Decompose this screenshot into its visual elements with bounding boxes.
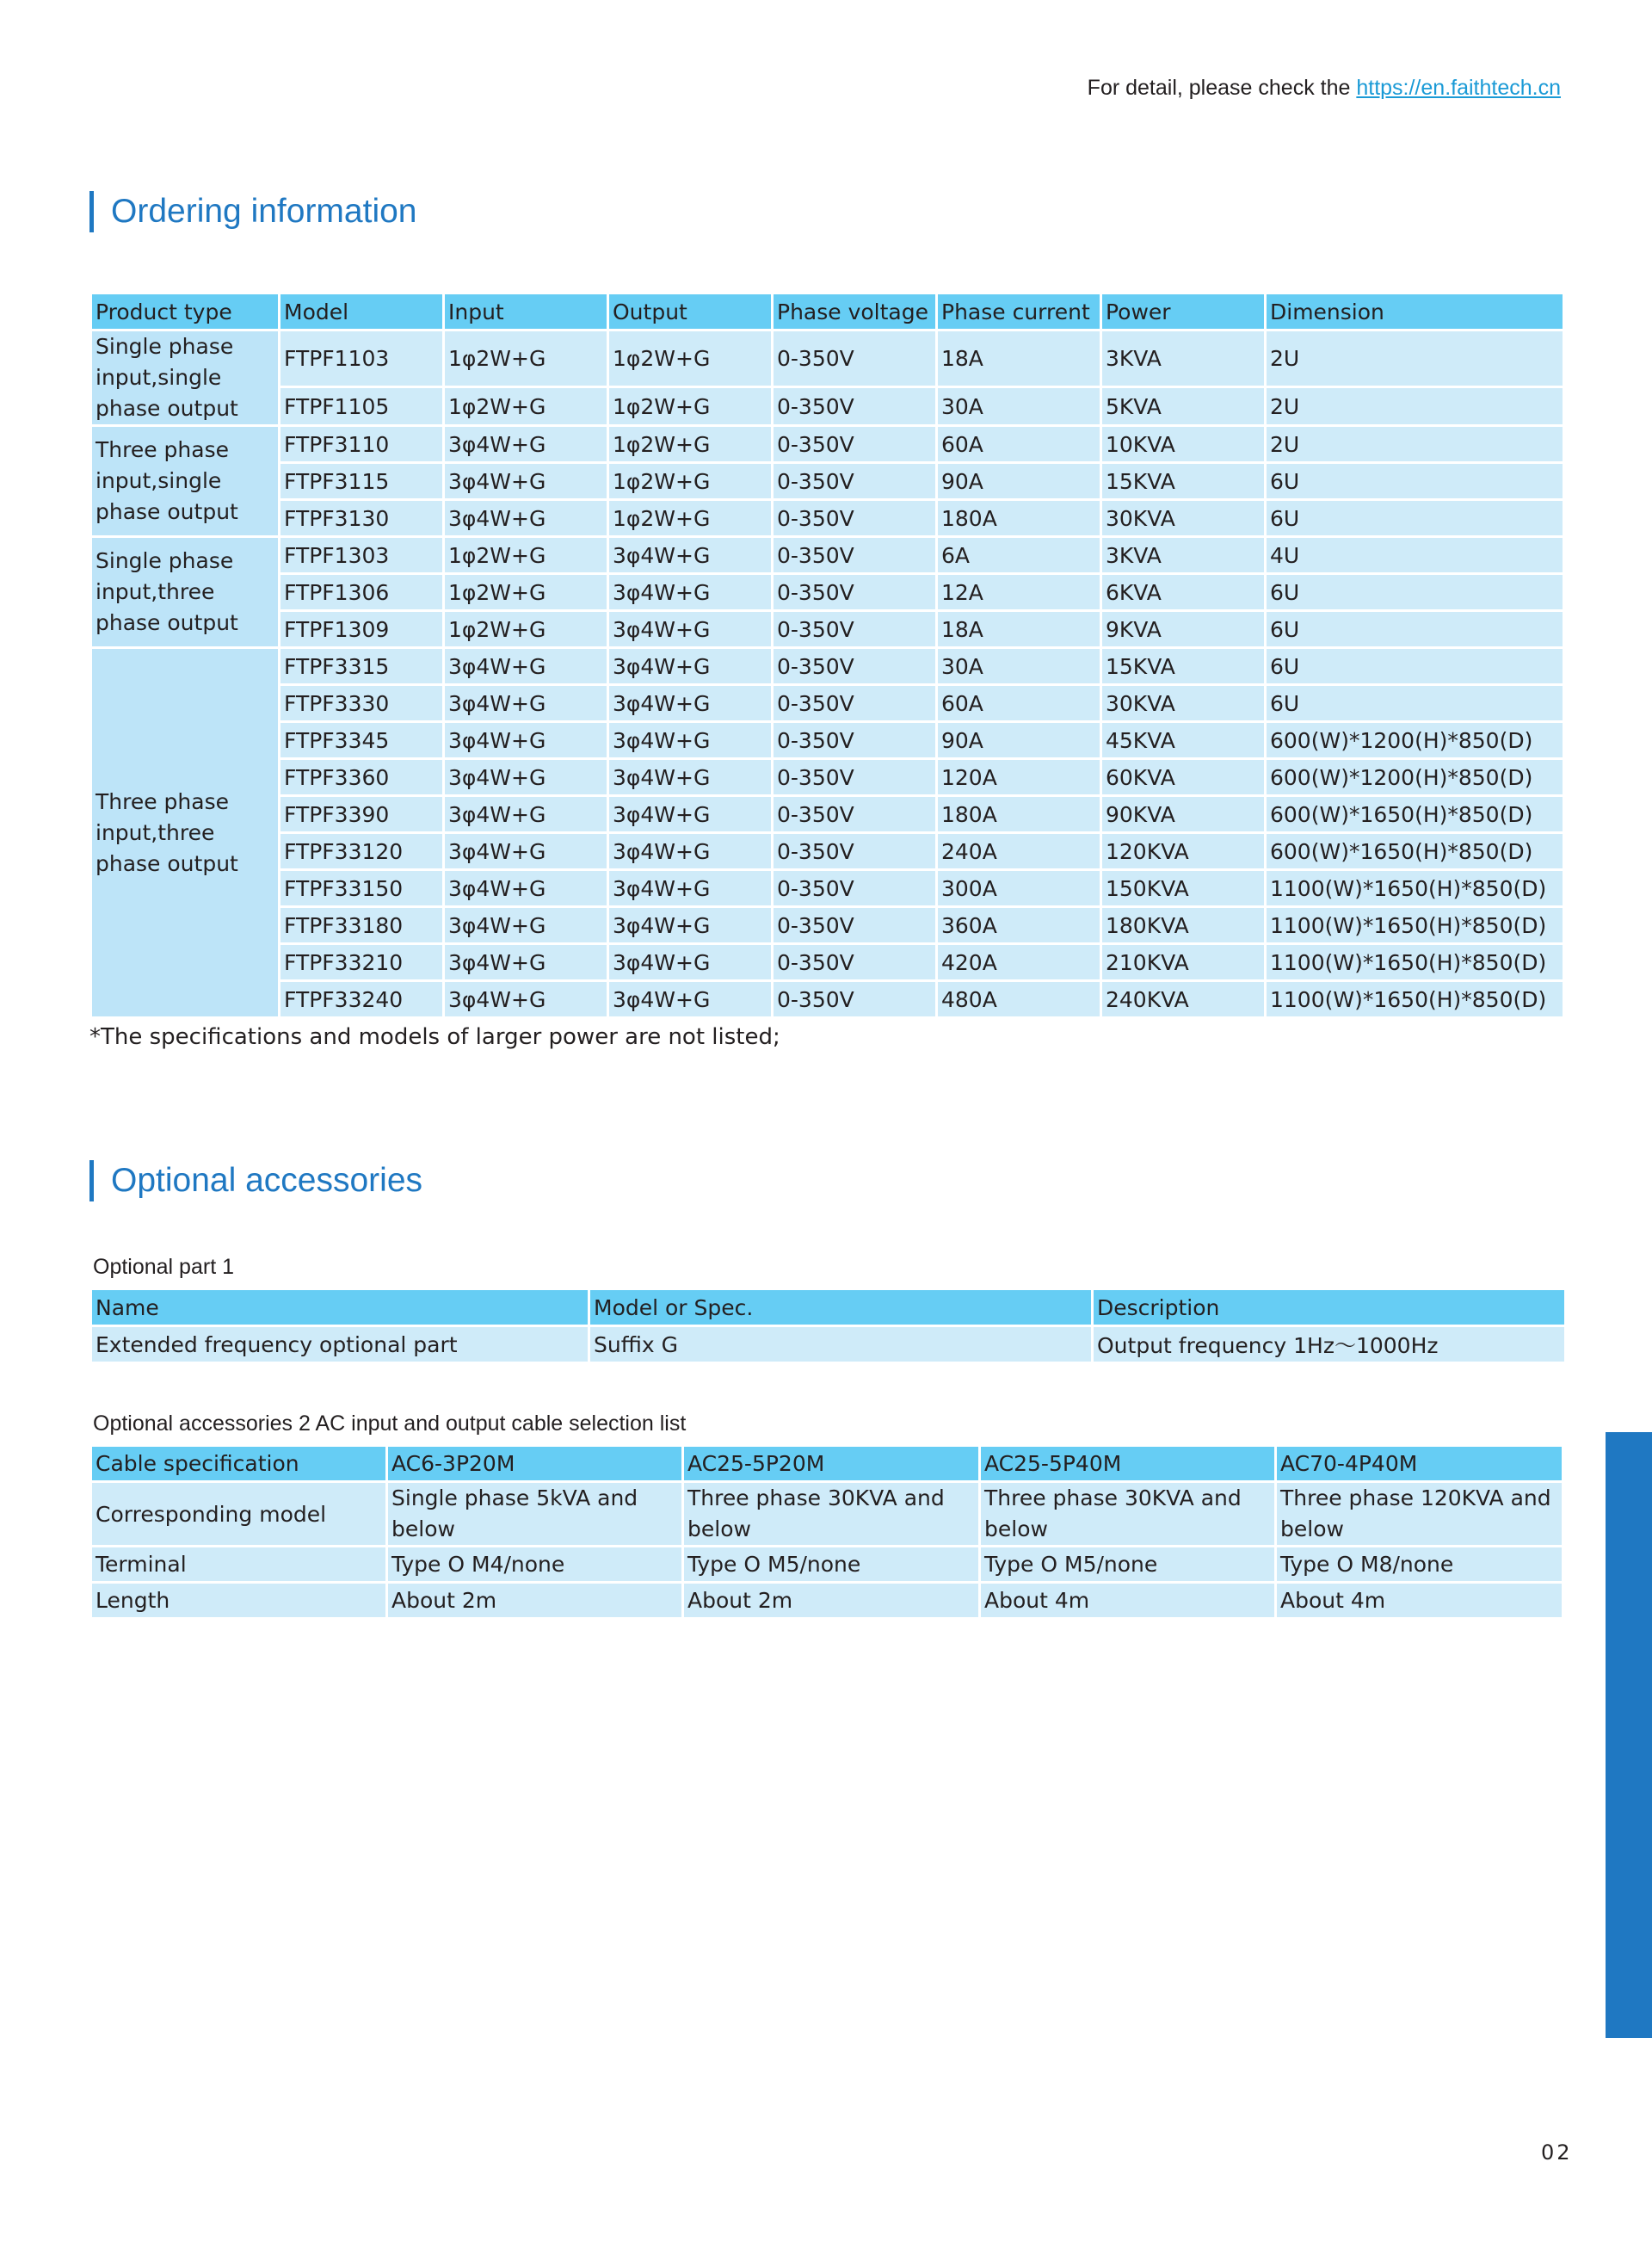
table-cell: Terminal	[91, 1547, 387, 1583]
table-cell: 420A	[937, 944, 1101, 981]
table-cell: 6U	[1266, 574, 1564, 611]
table-cell: FTPF1103	[280, 330, 444, 387]
table-cell: 0-350V	[773, 981, 937, 1018]
table-cell: 3φ4W+G	[444, 944, 608, 981]
table-cell: FTPF1303	[280, 537, 444, 574]
table-cell: Single phase 5kVA and below	[387, 1482, 683, 1547]
header-cell: Output	[608, 293, 773, 330]
table-cell: Extended frequency optional part	[91, 1326, 589, 1363]
table-cell: 1100(W)*1650(H)*850(D)	[1266, 870, 1564, 907]
table-cell: 120KVA	[1101, 833, 1266, 870]
table-cell: 3φ4W+G	[444, 796, 608, 833]
table-cell: 1φ2W+G	[608, 463, 773, 500]
table-cell: About 4m	[980, 1583, 1276, 1619]
table-cell: 6A	[937, 537, 1101, 574]
table-cell: 6KVA	[1101, 574, 1266, 611]
table-cell: FTPF3110	[280, 426, 444, 463]
table-cell: 3φ4W+G	[444, 907, 608, 944]
table-cell: 45KVA	[1101, 722, 1266, 759]
table-cell: 0-350V	[773, 574, 937, 611]
table-cell: 0-350V	[773, 648, 937, 685]
header-cell: Phase current	[937, 293, 1101, 330]
table-cell: FTPF3330	[280, 685, 444, 722]
table-cell: 90A	[937, 722, 1101, 759]
table-cell: 180A	[937, 796, 1101, 833]
table-cell: 3φ4W+G	[608, 944, 773, 981]
table-cell: Type O M4/none	[387, 1547, 683, 1583]
header-cell: Phase voltage	[773, 293, 937, 330]
table-cell: 3φ4W+G	[608, 907, 773, 944]
table-cell: 3φ4W+G	[444, 426, 608, 463]
table-cell: 6U	[1266, 611, 1564, 648]
table-cell: 1100(W)*1650(H)*850(D)	[1266, 944, 1564, 981]
table-cell: Type O M5/none	[980, 1547, 1276, 1583]
table-cell: FTPF3345	[280, 722, 444, 759]
product-type-cell: Single phase input,single phase output	[91, 330, 280, 426]
table-row	[91, 796, 1564, 833]
table-cell: 6U	[1266, 685, 1564, 722]
table-cell: FTPF33210	[280, 944, 444, 981]
table-cell: 90KVA	[1101, 796, 1266, 833]
header-cell: AC6-3P20M	[387, 1446, 683, 1482]
table-cell: 6U	[1266, 500, 1564, 537]
table-cell: 0-350V	[773, 944, 937, 981]
table-cell: 0-350V	[773, 500, 937, 537]
table-cell: 0-350V	[773, 870, 937, 907]
optional-part-1-table	[89, 1288, 1567, 1364]
table-cell: 1φ2W+G	[608, 500, 773, 537]
table-cell: 1φ2W+G	[608, 330, 773, 387]
table-cell: About 4m	[1276, 1583, 1563, 1619]
table-cell: 2U	[1266, 426, 1564, 463]
table-row	[91, 1482, 1563, 1547]
table-row	[91, 1326, 1566, 1363]
table-cell: 0-350V	[773, 796, 937, 833]
table-cell: 3φ4W+G	[608, 870, 773, 907]
table-cell: FTPF1105	[280, 387, 444, 426]
table-cell: 30A	[937, 387, 1101, 426]
table-cell: 3φ4W+G	[444, 722, 608, 759]
table-cell: 120A	[937, 759, 1101, 796]
header-cell: Description	[1093, 1289, 1566, 1326]
table-cell: 60A	[937, 685, 1101, 722]
table-cell: 3φ4W+G	[444, 870, 608, 907]
table-cell: About 2m	[683, 1583, 980, 1619]
table-cell: 3φ4W+G	[608, 722, 773, 759]
table-cell: FTPF1309	[280, 611, 444, 648]
table-cell: About 2m	[387, 1583, 683, 1619]
table-cell: 3φ4W+G	[608, 537, 773, 574]
header-cell: AC70-4P40M	[1276, 1446, 1563, 1482]
product-type-cell: Three phase input,three phase output	[91, 648, 280, 1018]
table-row	[91, 722, 1564, 759]
table-cell: 1100(W)*1650(H)*850(D)	[1266, 907, 1564, 944]
table-cell: 18A	[937, 330, 1101, 387]
table-row	[91, 463, 1564, 500]
table-row	[91, 426, 1564, 463]
table-cell: FTPF3130	[280, 500, 444, 537]
table-cell: 0-350V	[773, 330, 937, 387]
table-cell: 3KVA	[1101, 537, 1266, 574]
table-row	[91, 330, 1564, 387]
table-cell: 600(W)*1650(H)*850(D)	[1266, 833, 1564, 870]
ordering-table	[89, 292, 1565, 1019]
table-cell: 2U	[1266, 387, 1564, 426]
table-cell: 0-350V	[773, 426, 937, 463]
table-row	[91, 981, 1564, 1018]
table-cell: 180A	[937, 500, 1101, 537]
table-cell: 3φ4W+G	[444, 833, 608, 870]
table-row	[91, 759, 1564, 796]
table-cell: FTPF33240	[280, 981, 444, 1018]
table-cell: 3KVA	[1101, 330, 1266, 387]
table-cell: 150KVA	[1101, 870, 1266, 907]
table-cell: 6U	[1266, 463, 1564, 500]
ordering-title: Ordering information	[89, 191, 417, 232]
table-cell: 4U	[1266, 537, 1564, 574]
table-cell: 240KVA	[1101, 981, 1266, 1018]
website-link[interactable]: https://en.faithtech.cn	[1356, 76, 1561, 100]
side-accent-bar	[1606, 1432, 1652, 2038]
table-cell: Length	[91, 1583, 387, 1619]
table-cell: 60KVA	[1101, 759, 1266, 796]
table-cell: 12A	[937, 574, 1101, 611]
table-row	[91, 907, 1564, 944]
table-cell: 3φ4W+G	[444, 463, 608, 500]
table-cell: 3φ4W+G	[444, 685, 608, 722]
table-cell: FTPF3315	[280, 648, 444, 685]
table-cell: Three phase 30KVA and below	[683, 1482, 980, 1547]
table-cell: 5KVA	[1101, 387, 1266, 426]
table-cell: Suffix G	[589, 1326, 1093, 1363]
table-cell: 6U	[1266, 648, 1564, 685]
table-cell: 2U	[1266, 330, 1564, 387]
table-row	[91, 870, 1564, 907]
table-cell: 1φ2W+G	[444, 574, 608, 611]
table-cell: 480A	[937, 981, 1101, 1018]
table-row	[91, 1583, 1563, 1619]
table-cell: 600(W)*1200(H)*850(D)	[1266, 759, 1564, 796]
table-cell: 3φ4W+G	[608, 574, 773, 611]
table-cell: 3φ4W+G	[608, 981, 773, 1018]
header-cell: Model	[280, 293, 444, 330]
table-cell: 3φ4W+G	[608, 796, 773, 833]
table-cell: FTPF33120	[280, 833, 444, 870]
table-cell: 10KVA	[1101, 426, 1266, 463]
table-cell: 180KVA	[1101, 907, 1266, 944]
table-cell: FTPF33180	[280, 907, 444, 944]
header-cell: AC25-5P20M	[683, 1446, 980, 1482]
table-cell: 300A	[937, 870, 1101, 907]
table-row	[91, 1547, 1563, 1583]
table-cell: 1φ2W+G	[608, 426, 773, 463]
page-number: 02	[1541, 2140, 1573, 2165]
header-cell: Input	[444, 293, 608, 330]
table-cell: FTPF3115	[280, 463, 444, 500]
table-cell: 1φ2W+G	[608, 387, 773, 426]
cable-selection-table	[89, 1444, 1564, 1620]
table-row	[91, 833, 1564, 870]
optional-part-1-caption: Optional part 1	[93, 1255, 234, 1279]
table-cell: 3φ4W+G	[444, 500, 608, 537]
table-cell: 30KVA	[1101, 685, 1266, 722]
table-cell: 3φ4W+G	[444, 759, 608, 796]
table-cell: 3φ4W+G	[608, 611, 773, 648]
table-cell: 90A	[937, 463, 1101, 500]
header-cell: Dimension	[1266, 293, 1564, 330]
ordering-header-row	[91, 293, 1564, 330]
table-row	[91, 574, 1564, 611]
table-cell: 210KVA	[1101, 944, 1266, 981]
table-cell: Three phase 120KVA and below	[1276, 1482, 1563, 1547]
table-row	[91, 648, 1564, 685]
table-cell: 3φ4W+G	[608, 759, 773, 796]
table-cell: 9KVA	[1101, 611, 1266, 648]
table-cell: 0-350V	[773, 387, 937, 426]
table-row	[91, 537, 1564, 574]
table-cell: 0-350V	[773, 833, 937, 870]
table-cell: 30A	[937, 648, 1101, 685]
table-cell: 30KVA	[1101, 500, 1266, 537]
table-cell: 0-350V	[773, 759, 937, 796]
product-type-cell: Three phase input,single phase output	[91, 426, 280, 537]
table-row	[91, 611, 1564, 648]
table-cell: 3φ4W+G	[444, 981, 608, 1018]
header-cell: Product type	[91, 293, 280, 330]
table-cell: 3φ4W+G	[608, 685, 773, 722]
table-cell: FTPF33150	[280, 870, 444, 907]
table-cell: 60A	[937, 426, 1101, 463]
header-cell: Cable specification	[91, 1446, 387, 1482]
table-cell: 1100(W)*1650(H)*850(D)	[1266, 981, 1564, 1018]
table-cell: 3φ4W+G	[608, 648, 773, 685]
table-cell: Type O M5/none	[683, 1547, 980, 1583]
table-cell: 360A	[937, 907, 1101, 944]
table-cell: Three phase 30KVA and below	[980, 1482, 1276, 1547]
cable-header-row	[91, 1446, 1563, 1482]
header-cell: Name	[91, 1289, 589, 1326]
table-cell: 1φ2W+G	[444, 537, 608, 574]
table-row	[91, 685, 1564, 722]
table-cell: 0-350V	[773, 907, 937, 944]
table-cell: 0-350V	[773, 537, 937, 574]
header-cell: Power	[1101, 293, 1266, 330]
table-cell: Type O M8/none	[1276, 1547, 1563, 1583]
optional-part-2-caption: Optional accessories 2 AC input and output cable selection list	[93, 1411, 687, 1436]
table-cell: FTPF3390	[280, 796, 444, 833]
table-cell: 0-350V	[773, 685, 937, 722]
table-cell: FTPF1306	[280, 574, 444, 611]
table-cell: 15KVA	[1101, 463, 1266, 500]
table-cell: FTPF3360	[280, 759, 444, 796]
table-cell: 0-350V	[773, 611, 937, 648]
table-cell: 18A	[937, 611, 1101, 648]
product-type-cell: Single phase input,three phase output	[91, 537, 280, 648]
table-cell: 3φ4W+G	[608, 833, 773, 870]
table-cell: 15KVA	[1101, 648, 1266, 685]
table-cell: 240A	[937, 833, 1101, 870]
table-cell: 1φ2W+G	[444, 387, 608, 426]
table-row	[91, 387, 1564, 426]
table-cell: 0-350V	[773, 722, 937, 759]
table-cell: 1φ2W+G	[444, 330, 608, 387]
ordering-footnote: *The specifications and models of larger power are not listed;	[89, 1024, 780, 1050]
table-cell: 600(W)*1650(H)*850(D)	[1266, 796, 1564, 833]
table-cell: 0-350V	[773, 463, 937, 500]
table-row	[91, 500, 1564, 537]
table-row	[91, 944, 1564, 981]
header-cell: Model or Spec.	[589, 1289, 1093, 1326]
table-cell: Output frequency 1Hz～1000Hz	[1093, 1326, 1566, 1363]
table-cell: Corresponding model	[91, 1482, 387, 1547]
detail-note	[1088, 76, 1561, 101]
table-cell: 1φ2W+G	[444, 611, 608, 648]
detail-note-text: For detail, please check the	[1087, 76, 1357, 100]
optional-part-1-header-row	[91, 1289, 1566, 1326]
accessories-title: Optional accessories	[89, 1160, 422, 1201]
header-cell: AC25-5P40M	[980, 1446, 1276, 1482]
table-cell: 3φ4W+G	[444, 648, 608, 685]
table-cell: 600(W)*1200(H)*850(D)	[1266, 722, 1564, 759]
